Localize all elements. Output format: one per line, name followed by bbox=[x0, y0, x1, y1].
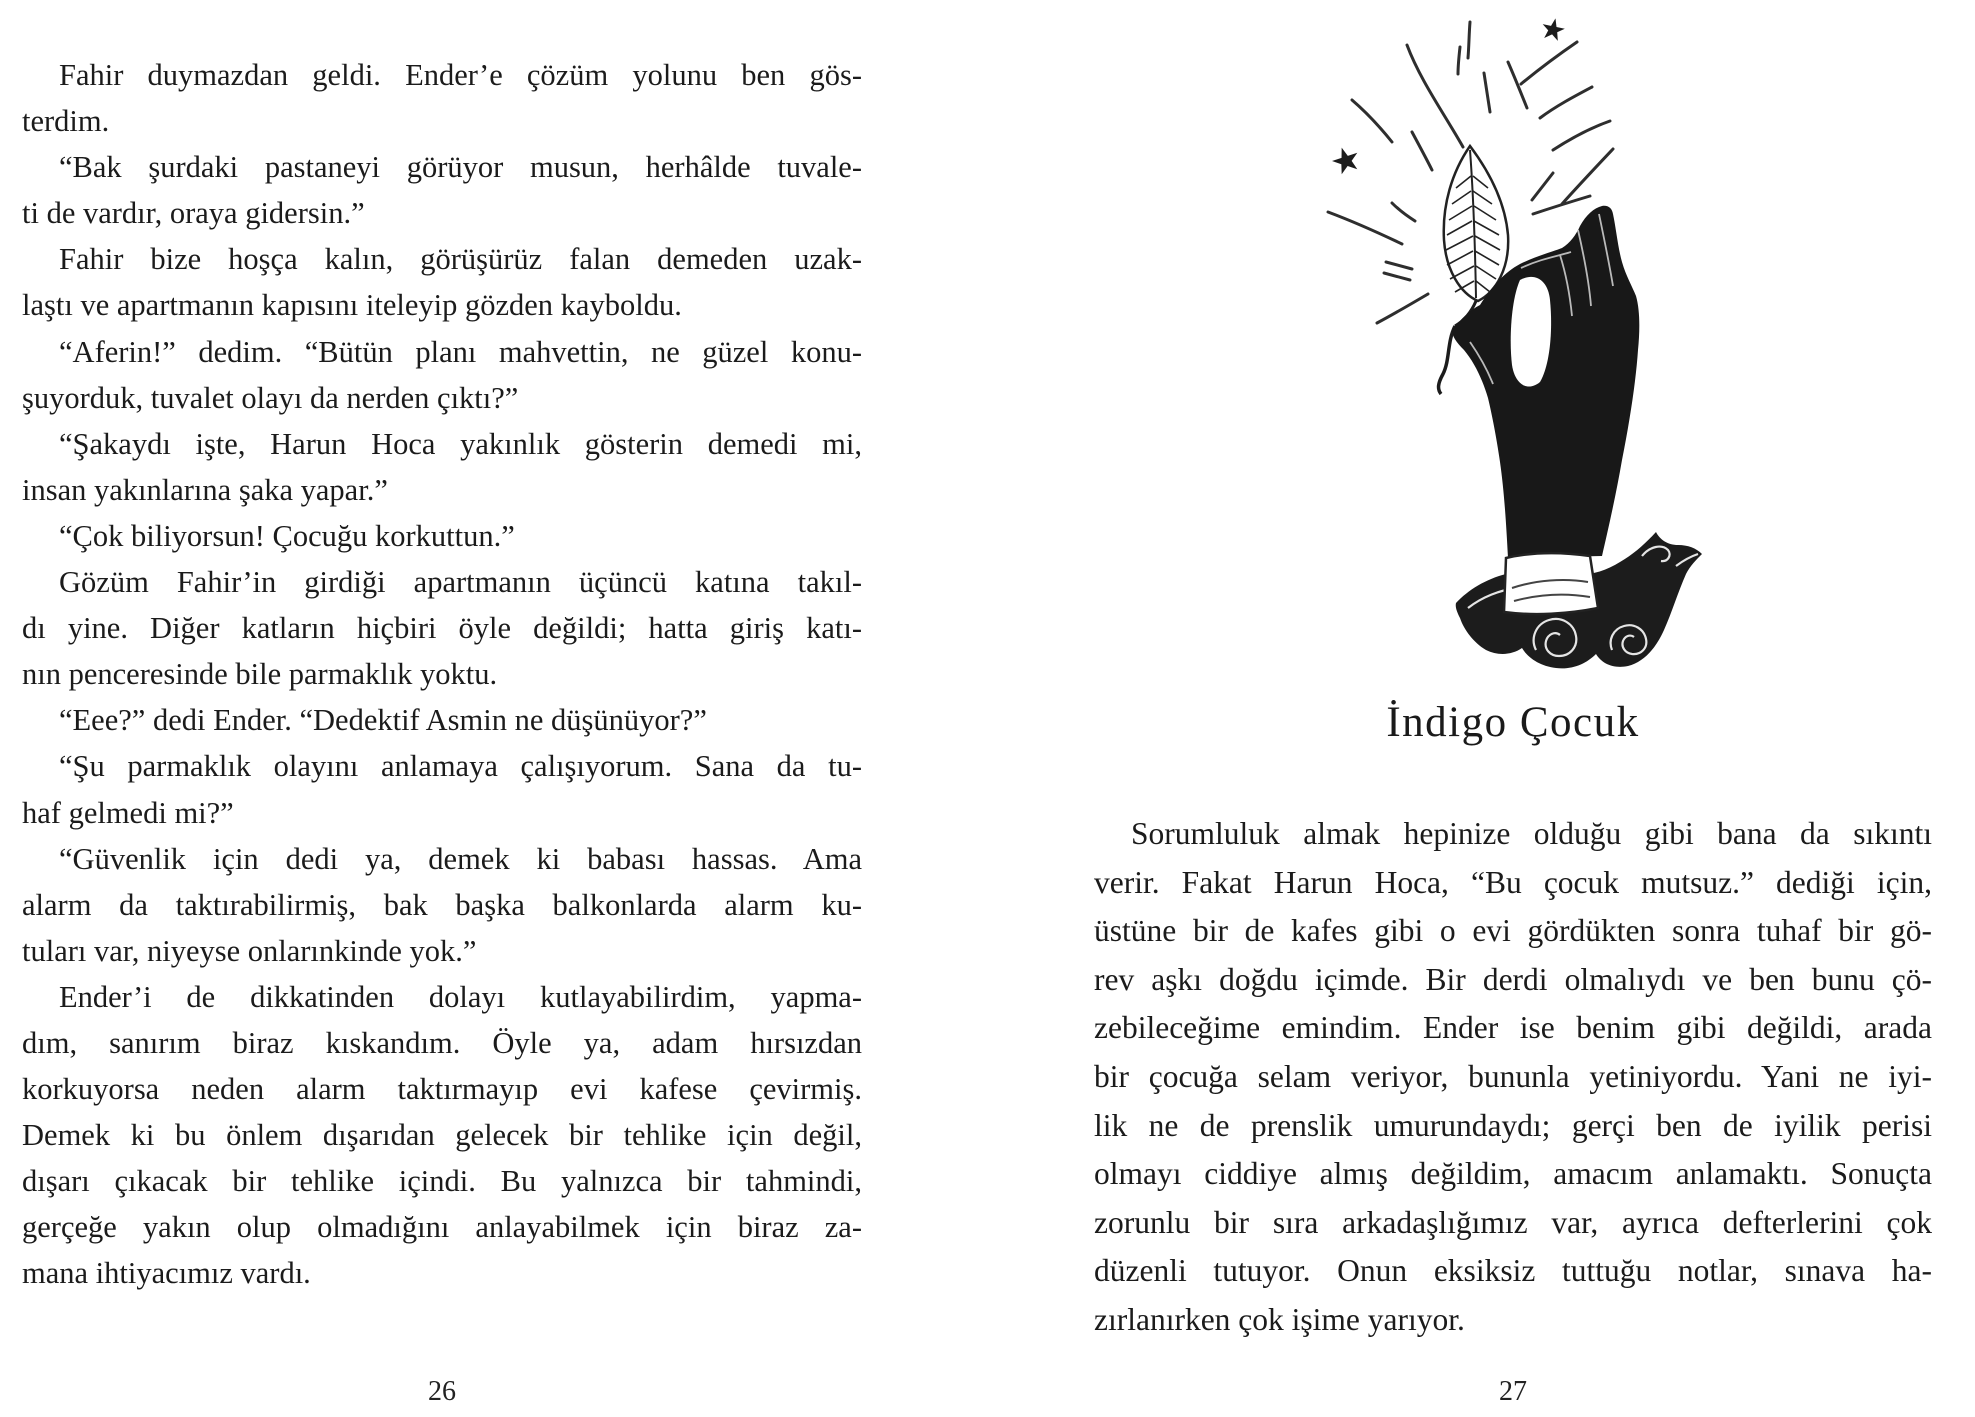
text-line: “Çok biliyorsun! Çocuğu korkuttun.” bbox=[59, 518, 515, 553]
text-line: ti de vardır, oraya gidersin.” bbox=[22, 196, 365, 231]
text-line: dı yine. Diğer katların hiçbiri öyle değildi; hatta giriş katı- bbox=[22, 611, 862, 646]
text-line: zorunlu bir sıra arkadaşlığımız var, ayrıca defterlerini çok bbox=[1094, 1204, 1932, 1240]
text-line: “Aferin!” dedim. “Bütün planı mahvettin, ne güzel konu- bbox=[59, 334, 862, 369]
text-line: “Şu parmaklık olayını anlamaya çalışıyorum. Sana da tu- bbox=[59, 749, 862, 784]
text-line: terdim. bbox=[22, 104, 110, 139]
text-line: haf gelmedi mi?” bbox=[22, 795, 234, 830]
text-line: tuları var, niyeyse onlarınkinde yok.” bbox=[22, 933, 477, 968]
text-line: Ender’i de dikkatinden dolayı kutlayabilirdim, yapma- bbox=[59, 979, 862, 1014]
text-line: laştı ve apartmanın kapısını iteleyip gözden kayboldu. bbox=[22, 288, 682, 323]
text-line: olmayı ciddiye almış değildim, amacım anlamaktı. Sonuçta bbox=[1094, 1156, 1932, 1192]
text-line: “Güvenlik için dedi ya, demek ki babası hassas. Ama bbox=[59, 841, 862, 876]
text-line: nın penceresinde bile parmaklık yoktu. bbox=[22, 657, 498, 692]
text-line: “Bak şurdaki pastaneyi görüyor musun, herhâlde tuvale- bbox=[59, 150, 862, 185]
page-number: 26 bbox=[428, 1376, 456, 1407]
text-line: üstüne bir de kafes gibi o evi gördükten sonra tuhaf bir gö- bbox=[1094, 913, 1932, 949]
left-page-text bbox=[22, 52, 862, 1297]
hand-leaf-illustration bbox=[1040, 0, 1800, 690]
text-line: Gözüm Fahir’in girdiği apartmanın üçüncü katına takıl- bbox=[59, 565, 862, 600]
text-line: zırlanırken çok işime yarıyor. bbox=[1094, 1301, 1465, 1337]
text-line: bir çocuğa selam veriyor, bununla yetiniyordu. Yani ne iyi- bbox=[1094, 1058, 1932, 1094]
shirt-cuff-icon bbox=[1504, 553, 1598, 614]
text-line: Fahir duymazdan geldi. Ender’e çözüm yolunu ben gös- bbox=[59, 58, 862, 92]
star-icon bbox=[1540, 16, 1567, 42]
text-line: verir. Fakat Harun Hoca, “Bu çocuk mutsuz.” dediği için, bbox=[1094, 864, 1932, 900]
text-line: korkuyorsa neden alarm taktırmayıp evi kafese çevirmiş. bbox=[22, 1072, 862, 1107]
right-page-text bbox=[1094, 810, 1932, 1345]
text-line: mana ihtiyacımız vardı. bbox=[22, 1256, 311, 1291]
text-line: Fahir bize hoşça kalın, görüşürüz falan demeden uzak- bbox=[59, 242, 862, 277]
text-line: “Şakaydı işte, Harun Hoca yakınlık gösterin demedi mi, bbox=[59, 426, 862, 461]
text-line: Sorumluluk almak hepinize olduğu gibi bana da sıkıntı bbox=[1131, 816, 1932, 851]
text-line: lik ne de prenslik umurundaydı; gerçi ben de iyilik perisi bbox=[1094, 1107, 1932, 1143]
text-line: insan yakınlarına şaka yapar.” bbox=[22, 472, 388, 507]
text-line: düzenli tutuyor. Onun eksiksiz tuttuğu notlar, sınava ha- bbox=[1094, 1253, 1932, 1289]
text-line: Demek ki bu önlem dışarıdan gelecek bir tehlike için değil, bbox=[22, 1118, 862, 1153]
chapter-title: İndigo Çocuk bbox=[1386, 699, 1640, 746]
text-line: zebileceğime emindim. Ender ise benim gibi değildi, arada bbox=[1094, 1010, 1932, 1046]
text-line: “Eee?” dedi Ender. “Dedektif Asmin ne düşünüyor?” bbox=[59, 703, 707, 738]
text-line: şuyorduk, tuvalet olayı da nerden çıktı?” bbox=[22, 380, 519, 415]
text-line: gerçeğe yakın olup olmadığını anlayabilmek için biraz za- bbox=[22, 1210, 862, 1245]
text-line: dışarı çıkacak bir tehlike içindi. Bu yalnızca bir tahmindi, bbox=[22, 1164, 862, 1199]
star-icon bbox=[1329, 144, 1362, 176]
page-number: 27 bbox=[1499, 1376, 1527, 1407]
text-line: alarm da taktırabilirmiş, bak başka balkonlarda alarm ku- bbox=[22, 887, 862, 922]
text-line: rev aşkı doğdu içimde. Bir derdi olmalıydı ve ben bunu çö- bbox=[1094, 961, 1932, 997]
text-line: dım, sanırım biraz kıskandım. Öyle ya, adam hırsızdan bbox=[22, 1025, 862, 1060]
